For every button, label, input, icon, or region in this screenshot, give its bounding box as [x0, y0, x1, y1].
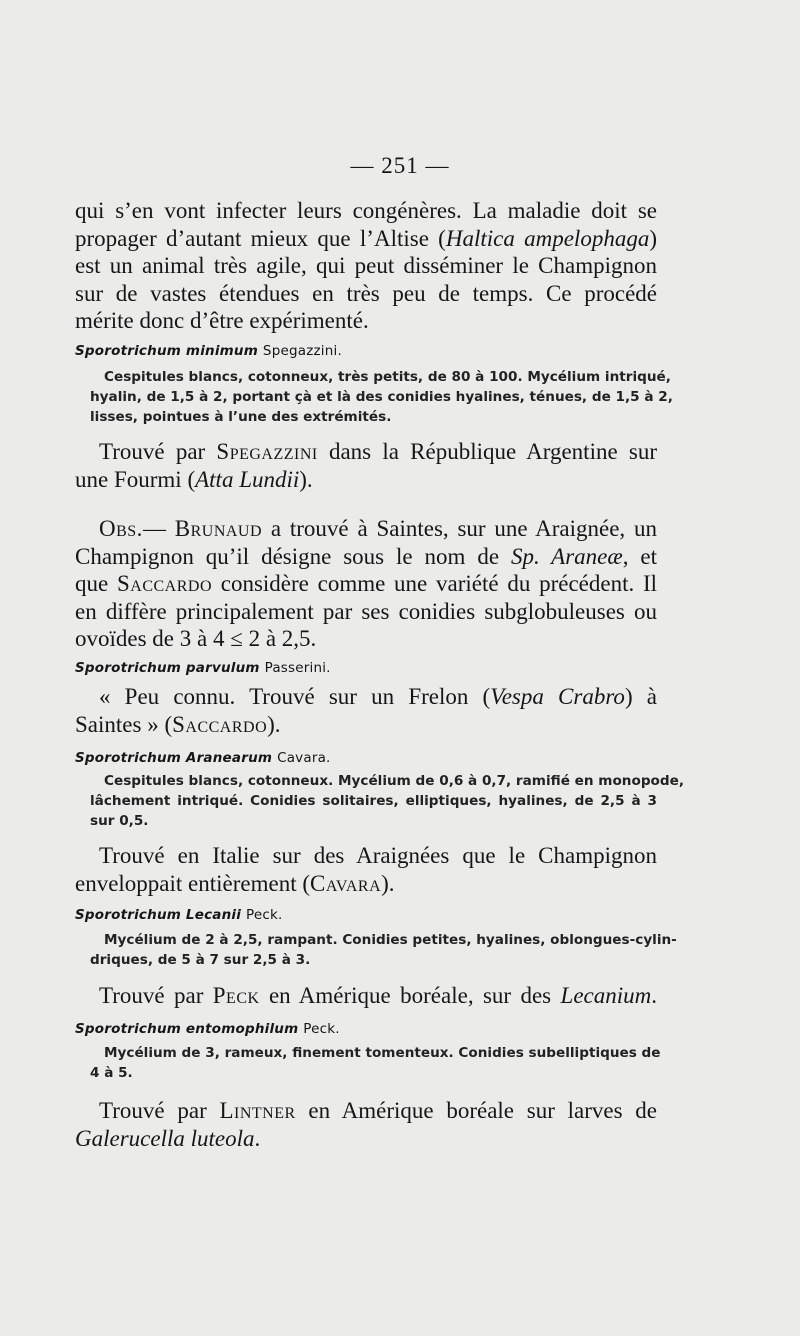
- observation-paragraph: Obs.— Brunaud a trouvé à Saintes, sur une Araignée, un Champignon qu’il désigne sous le nom de Sp. Araneæ, et que Saccardo considère comme une variété du précédent. Il en diffère principalement par ses conidies subglobuleuses ou ovoïdes de 3 à 4 ≤ 2 à 2,5.: [75, 516, 658, 651]
- species-description: Cespitules blancs, cotonneux. Mycélium de 0,6 à 0,7, ramifié en monopode, lâchement intriqué. Conidies solitaires, elliptiques, hyalines, de 2,5 à 3 sur 0,5.: [90, 773, 684, 829]
- text-line: qui s’en vont infecter leurs congénères. La maladie doit se: [75, 198, 657, 223]
- species-heading: Sporotrichum Lecanii Peck.: [75, 907, 283, 923]
- text-line: propager d’autant mieux que l’Altise (Haltica ampelophaga): [75, 225, 657, 251]
- text-line: est un animal très agile, qui peut disséminer le Champignon: [75, 253, 657, 278]
- species-note: Trouvé par Spegazzini dans la République Argentine sur une Fourmi (Atta Lundii).: [75, 439, 657, 492]
- species-note: Trouvé par Peck en Amérique boréale, sur des Lecanium.: [99, 983, 657, 1008]
- species-heading: Sporotrichum parvulum Passerini.: [75, 660, 331, 676]
- species-heading: Sporotrichum entomophilum Peck.: [75, 1021, 340, 1037]
- species-description: Mycélium de 2 à 2,5, rampant. Conidies petites, hyalines, oblongues-cylin- driques, de 5 à 7 sur 2,5 à 3.: [90, 932, 677, 968]
- species-heading: Sporotrichum Aranearum Cavara.: [75, 750, 331, 766]
- species-name: Haltica ampelophaga: [445, 225, 650, 251]
- species-note: « Peu connu. Trouvé sur un Frelon (Vespa Crabro) à Saintes » (Saccardo).: [75, 684, 657, 737]
- species-note: Trouvé en Italie sur des Araignées que le Champignon enveloppait entièrement (Cavara).: [75, 843, 657, 896]
- page-number: — 251 —: [350, 153, 450, 178]
- text-line: mérite donc d’être expérimenté.: [75, 308, 369, 333]
- species-description: Mycélium de 3, rameux, finement tomenteux. Conidies subelliptiques de 4 à 5.: [90, 1045, 661, 1081]
- species-note: Trouvé par Lintner en Amérique boréale sur larves de Galerucella luteola.: [75, 1098, 657, 1151]
- text-line: sur de vastes étendues en très peu de temps. Ce procédé: [75, 280, 657, 306]
- species-description: Cespitules blancs, cotonneux, très petits, de 80 à 100. Mycélium intriqué, hyalin, de 1,5 à 2, portant çà et là des conidies hyalines, ténues, de 1,5 à 2, lisses, pointues à l’une des extrémités.: [90, 369, 673, 425]
- species-heading: Sporotrichum minimum Spegazzini.: [75, 343, 342, 359]
- intro-paragraph: [75, 197, 657, 335]
